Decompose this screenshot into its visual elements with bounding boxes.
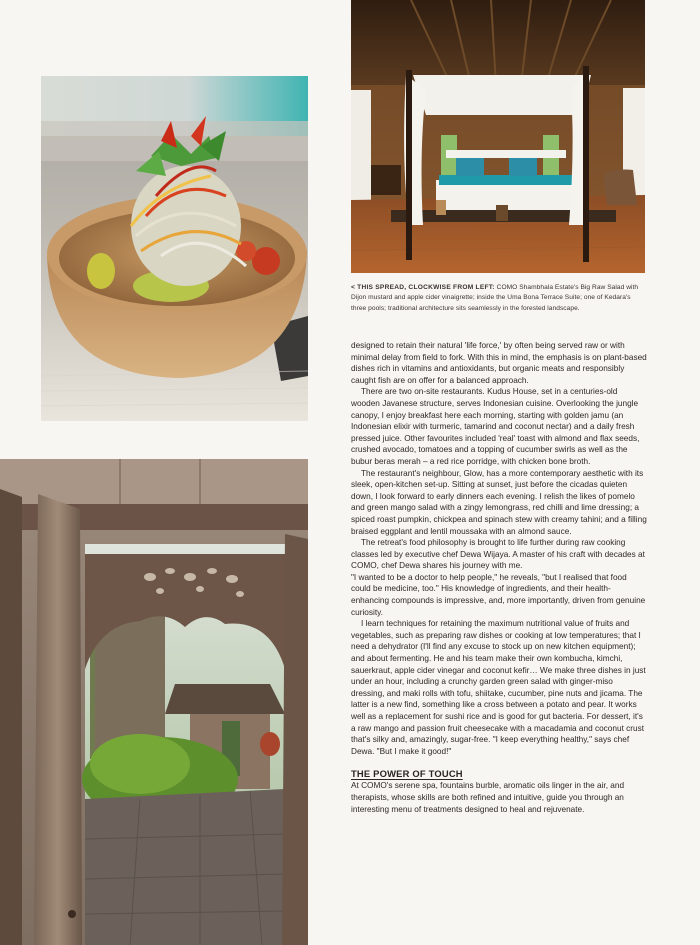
photo-caption: [351, 283, 647, 314]
article-paragraph: "I wanted to be a doctor to help people," he reveals, "but I realised that food could be medicine, too." His knowledge of ingredients, and their health-enhancing compounds is impressive, and, more importantly, driven from genuine curiosity.: [351, 572, 646, 617]
article-paragraph: The restaurant's neighbour, Glow, has a more contemporary aesthetic with its sleek, open-kitchen set-up. Sitting at sunset, just before the cicadas quieten down, I look forward to early dinners each evening. I relish the likes of pomelo and green mango salad with a zingy lemongrass, red chilli and lime dressing; a spiced roast pumpkin, chickpea and spinach stew with creamy tahini; and a filling braised eggplant and lentil moussaka with an almond sauce.: [351, 468, 647, 536]
salad-photo: [41, 76, 308, 421]
article-paragraph: designed to retain their natural 'life force,' by often being served raw or with minimal delay from field to fork. With this in mind, the emphasis is on plant-based dishes rich in vitamins and antioxidants, but organic meats and responsibly caught fish are on offer for a balanced approach.: [351, 341, 647, 385]
article-body: [351, 340, 647, 815]
suite-bedroom-photo: [351, 0, 645, 273]
article-paragraph: I learn techniques for retaining the maximum nutritional value of fruits and vegetables, such as preparing raw dishes or cooking at low temperatures; that I need a dehydrator (I'll find any excuse to stock up on new kitchen equipment); and about fermenting. He and his team make their own kombucha, kimchi, sauerkraut, apple cider vinegar and coconut kefir… We make three dishes in just under an hour, including a crunchy garden green salad with ginger-miso dressing, and maki rolls with tofu, shiitake, cucumber, pine nuts and jicama. The latter is a new find, something like a cross between a potato and pear. It works well as a replacement for sushi rice and is good for gut bacteria. For dessert, it's a raw mango and passion fruit cheesecake with a macadamia and coconut crust that's silky and, amazingly, sugar-free. "I keep everything healthy," says chef Dewa. "But I make it good!": [351, 619, 646, 756]
caption-text: COMO Shambhala Estate's Big Raw Salad with Dijon mustard and apple cider vinaigrette; inside the Uma Bona Terrace Suite; one of Kedara's three pools; traditional architecture sits seamlessly in the forested landscape.: [351, 284, 639, 312]
article-paragraph: There are two on-site restaurants. Kudus House, set in a centuries-old wooden Javanese structure, serves Indonesian cuisine. Overlooking the jungle canopy, I enjoy breakfast here each morning, starting with golden jamu (an Indonesian elixir with turmeric, tamarind and coconut nectar) and a daily fresh pressed juice. Other favourites included 'real' toast with almond and flax seeds, crushed avocado, tomatoes and a topping of cucumber swirls as well as the bubur beras merah – a red rice porridge, with chicken bone broth.: [351, 387, 640, 466]
article-paragraph: At COMO's serene spa, fountains burble, aromatic oils linger in the air, and therapists, whose skills are both refined and intuitive, guide you through an interesting menu of treatments designed to heal and rejuvenate.: [351, 781, 625, 814]
carved-gate-photo: [0, 459, 308, 945]
section-heading: THE POWER OF TOUCH: [351, 768, 463, 780]
caption-lead: < THIS SPREAD, CLOCKWISE FROM LEFT:: [351, 284, 495, 291]
article-paragraph: The retreat's food philosophy is brought to life further during raw cooking classes led by executive chef Dewa Wijaya. A master of his craft with decades at COMO, chef Dewa shares his journey with me.: [351, 538, 645, 571]
